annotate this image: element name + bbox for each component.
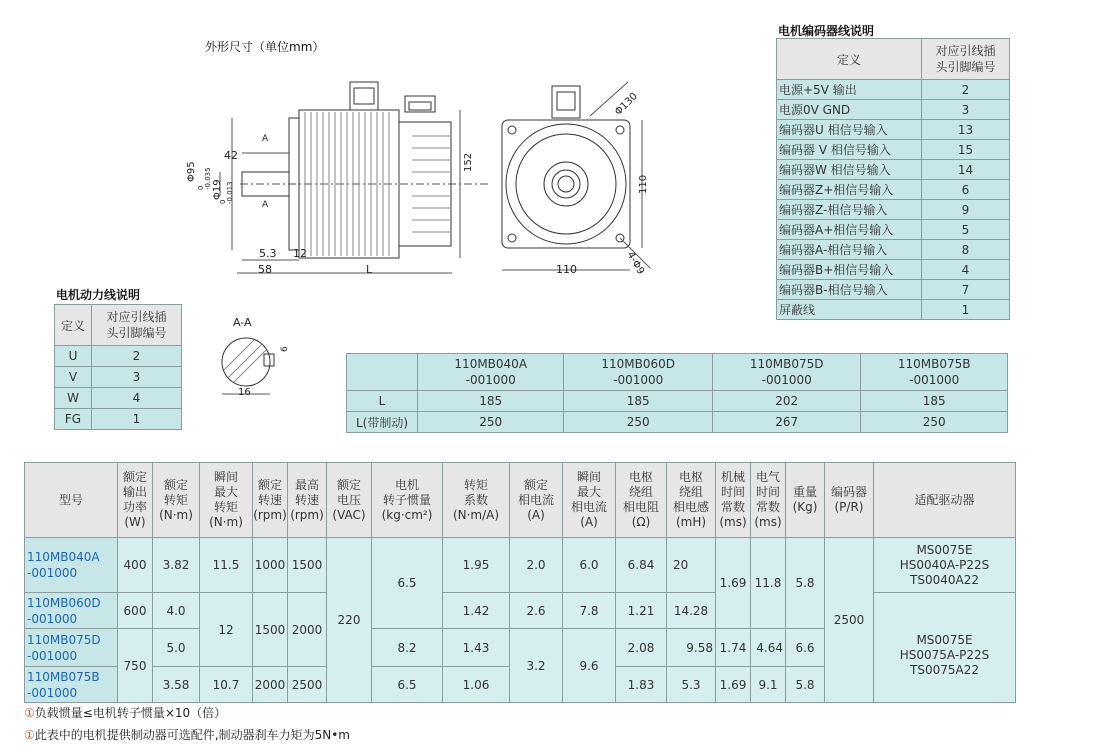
spec-peak-torque-cell: 12 [200,593,253,667]
section-dim-16: 16 [238,387,251,398]
dim-phi95-tol: 0 -0.035 [197,167,212,190]
spec-peak-torque-cell: 10.7 [200,667,253,703]
dim-row-value: 250 [418,412,564,433]
dim-row-value: 250 [564,412,713,433]
spec-resistance-cell: 6.84 [616,538,667,593]
spec-header-torque-coef: 转矩 系数 (N·m/A) [443,463,510,538]
spec-kt-cell: 1.95 [443,538,510,593]
spec-elec-const-cell: 9.1 [751,667,786,703]
spec-inertia-cell: 6.5 [372,667,443,703]
spec-model-cell: 110MB040A -001000 [25,538,118,593]
dim-row-value: 267 [712,412,861,433]
spec-current-cell: 3.2 [510,629,563,703]
section-aa-drawing [214,330,294,402]
dim-row-value: 202 [712,391,861,412]
spec-header-mech-const: 机械 时间 常数 (ms) [716,463,751,538]
note-1 [24,704,226,721]
spec-max-speed-cell: 1500 [288,538,327,593]
spec-header-power: 额定 输出 功率 (W) [118,463,153,538]
encoder-row-pin: 8 [922,240,1010,260]
spec-peak-current-cell: 7.8 [563,593,616,629]
dim-row-label: L [347,391,418,412]
dim-model-header: 110MB040A -001000 [418,354,564,391]
encoder-row-def: 编码器U 相信号输入 [777,120,922,140]
spec-weight-cell: 6.6 [786,629,825,667]
encoder-row-def: 编码器B+相信号输入 [777,260,922,280]
spec-power-cell: 600 [118,593,153,629]
encoder-row-pin: 5 [922,220,1010,240]
power-table [54,304,182,430]
spec-mech-const-cell: 1.74 [716,629,751,667]
dim-12: 12 [293,247,307,260]
shaft-shape [242,172,289,196]
spec-header-inductance: 电枢 绕组 相电感 (mH) [667,463,716,538]
encoder-row-def: 编码器W 相信号输入 [777,160,922,180]
encoder-header-def: 定义 [777,39,922,80]
dim-phi19-tol: 0 -0.013 [219,181,234,204]
encoder-row-pin: 13 [922,120,1010,140]
dim-model-header: 110MB075D -001000 [712,354,861,391]
spec-driver-cell: MS0075E HS0075A-P22S TS0075A22 [874,593,1016,703]
spec-header-elec-const: 电气 时间 常数 (ms) [751,463,786,538]
spec-model-cell: 110MB060D -001000 [25,593,118,629]
spec-header-voltage: 额定 电压 (VAC) [327,463,372,538]
encoder-row-def: 编码器 V 相信号输入 [777,140,922,160]
dim-4-phi9: 4-Φ9 [624,250,647,277]
spec-header-driver: 适配驱动器 [874,463,1016,538]
spec-header-max-speed: 最高 转速 (rpm) [288,463,327,538]
encoder-row-pin: 6 [922,180,1010,200]
spec-table [24,462,1016,703]
note-2-text: 此表中的电机提供制动器可选配件,制动器刹车力矩为5N•m [34,728,350,742]
warning-circle-icon: ① [24,706,35,720]
spec-speed-cell: 2000 [253,667,288,703]
spec-resistance-cell: 2.08 [616,629,667,667]
spec-header-resistance: 电枢 绕组 相电阻 (Ω) [616,463,667,538]
spec-model-cell: 110MB075D -001000 [25,629,118,667]
section-mark-top: A [262,134,269,144]
spec-header-torque: 额定 转矩 (N·m) [153,463,200,538]
spec-inertia-cell: 6.5 [372,538,443,629]
spec-elec-const-cell: 11.8 [751,538,786,629]
spec-max-speed-cell: 2500 [288,667,327,703]
spec-mech-const-cell: 1.69 [716,538,751,629]
dim-152: 152 [463,152,474,172]
encoder-row-def: 编码器B-相信号输入 [777,280,922,300]
power-row-pin: 3 [92,367,182,388]
spec-current-cell: 2.0 [510,538,563,593]
encoder-row-def: 编码器Z+相信号输入 [777,180,922,200]
dim-5-3: 5.3 [259,247,277,260]
spec-current-cell: 2.6 [510,593,563,629]
dim-58: 58 [258,263,272,276]
dim-phi130: Φ130 [613,90,640,118]
encoder-row-pin: 15 [922,140,1010,160]
spec-header-peak-current: 瞬间 最大 相电流 (A) [563,463,616,538]
spec-driver-cell: MS0075E HS0040A-P22S TS0040A22 [874,538,1016,593]
power-row-pin: 1 [92,409,182,430]
spec-voltage-cell: 220 [327,538,372,703]
dim-row-value: 185 [418,391,564,412]
encoder-header-pin: 对应引线插 头引脚编号 [922,39,1010,80]
spec-weight-cell: 5.8 [786,538,825,629]
encoder-row-pin: 7 [922,280,1010,300]
power-title: 电机动力线说明 [56,288,141,302]
encoder-row-def: 电源+5V 输出 [777,80,922,100]
encoder-row-def: 编码器Z-相信号输入 [777,200,922,220]
spec-speed-cell: 1000 [253,538,288,593]
power-row-def: W [55,388,92,409]
spec-weight-cell: 5.8 [786,667,825,703]
dim-model-header: 110MB060D -001000 [564,354,713,391]
spec-inductance-cell: 20 [667,538,716,593]
encoder-row-pin: 9 [922,200,1010,220]
spec-peak-current-cell: 6.0 [563,538,616,593]
spec-peak-current-cell: 9.6 [563,629,616,703]
section-mark-bottom: A [262,200,269,210]
spec-peak-torque-cell: 11.5 [200,538,253,593]
power-row-def: V [55,367,92,388]
spec-header-speed: 额定 转速 (rpm) [253,463,288,538]
spec-inertia-cell: 8.2 [372,629,443,667]
dim-42: 42 [224,149,238,162]
encoder-row-def: 电源0V GND [777,100,922,120]
spec-header-model: 型号 [25,463,118,538]
spec-header-weight: 重量 (Kg) [786,463,825,538]
spec-kt-cell: 1.43 [443,629,510,667]
dimensions-table [346,353,1008,433]
spec-speed-cell: 1500 [253,593,288,667]
spec-header-encoder: 编码器 (P/R) [825,463,874,538]
note-1-text: 负载惯量≤电机转子惯量×10（倍） [34,706,227,720]
power-header-def: 定义 [55,305,92,346]
power-row-def: FG [55,409,92,430]
spec-inductance-cell: 9.58 [667,629,716,667]
spec-power-cell: 400 [118,538,153,593]
spec-mech-const-cell: 1.69 [716,667,751,703]
dim-row-label: L(带制动) [347,412,418,433]
spec-kt-cell: 1.06 [443,667,510,703]
note-2 [24,726,350,743]
warning-circle-icon: ① [24,728,35,742]
encoder-row-def: 编码器A+相信号输入 [777,220,922,240]
encoder-row-pin: 1 [922,300,1010,320]
spec-kt-cell: 1.42 [443,593,510,629]
spec-resistance-cell: 1.21 [616,593,667,629]
dim-row-value: 185 [861,391,1008,412]
dim-model-header: 110MB075B -001000 [861,354,1008,391]
spec-max-speed-cell: 2000 [288,593,327,667]
dim-phi19: Φ19 [212,179,223,200]
spec-model-cell: 110MB075B -001000 [25,667,118,703]
spec-torque-cell: 4.0 [153,593,200,629]
encoder-table [776,38,1010,320]
power-row-def: U [55,346,92,367]
spec-header-peak-torque: 瞬间 最大 转矩 (N·m) [200,463,253,538]
encoder-row-def: 屏蔽线 [777,300,922,320]
spec-torque-cell: 5.0 [153,629,200,667]
section-title: A-A [233,316,252,329]
encoder-row-pin: 2 [922,80,1010,100]
spec-header-inertia: 电机 转子惯量 (kg·cm²) [372,463,443,538]
dim-110-horizontal: 110 [556,263,577,276]
spec-torque-cell: 3.58 [153,667,200,703]
encoder-title: 电机编码器线说明 [778,24,875,38]
spec-resistance-cell: 1.83 [616,667,667,703]
spec-inductance-cell: 5.3 [667,667,716,703]
encoder-row-pin: 14 [922,160,1010,180]
spec-elec-const-cell: 4.64 [751,629,786,667]
power-row-pin: 2 [92,346,182,367]
power-row-pin: 4 [92,388,182,409]
spec-torque-cell: 3.82 [153,538,200,593]
drawing-title: 外形尺寸（单位mm） [205,40,325,54]
dim-L: L [366,263,373,276]
encoder-row-def: 编码器A-相信号输入 [777,240,922,260]
spec-encoder-cell: 2500 [825,538,874,703]
encoder-row-pin: 4 [922,260,1010,280]
section-dim-6: 6 [280,346,290,352]
dim-row-value: 250 [861,412,1008,433]
dim-phi95: Φ95 [186,161,197,182]
dim-table-corner [347,354,418,391]
spec-inductance-cell: 14.28 [667,593,716,629]
encoder-row-pin: 3 [922,100,1010,120]
dim-110-vertical: 110 [638,174,649,194]
spec-power-cell: 750 [118,629,153,703]
dim-row-value: 185 [564,391,713,412]
spec-header-current: 额定 相电流 (A) [510,463,563,538]
power-header-pin: 对应引线插 头引脚编号 [92,305,182,346]
